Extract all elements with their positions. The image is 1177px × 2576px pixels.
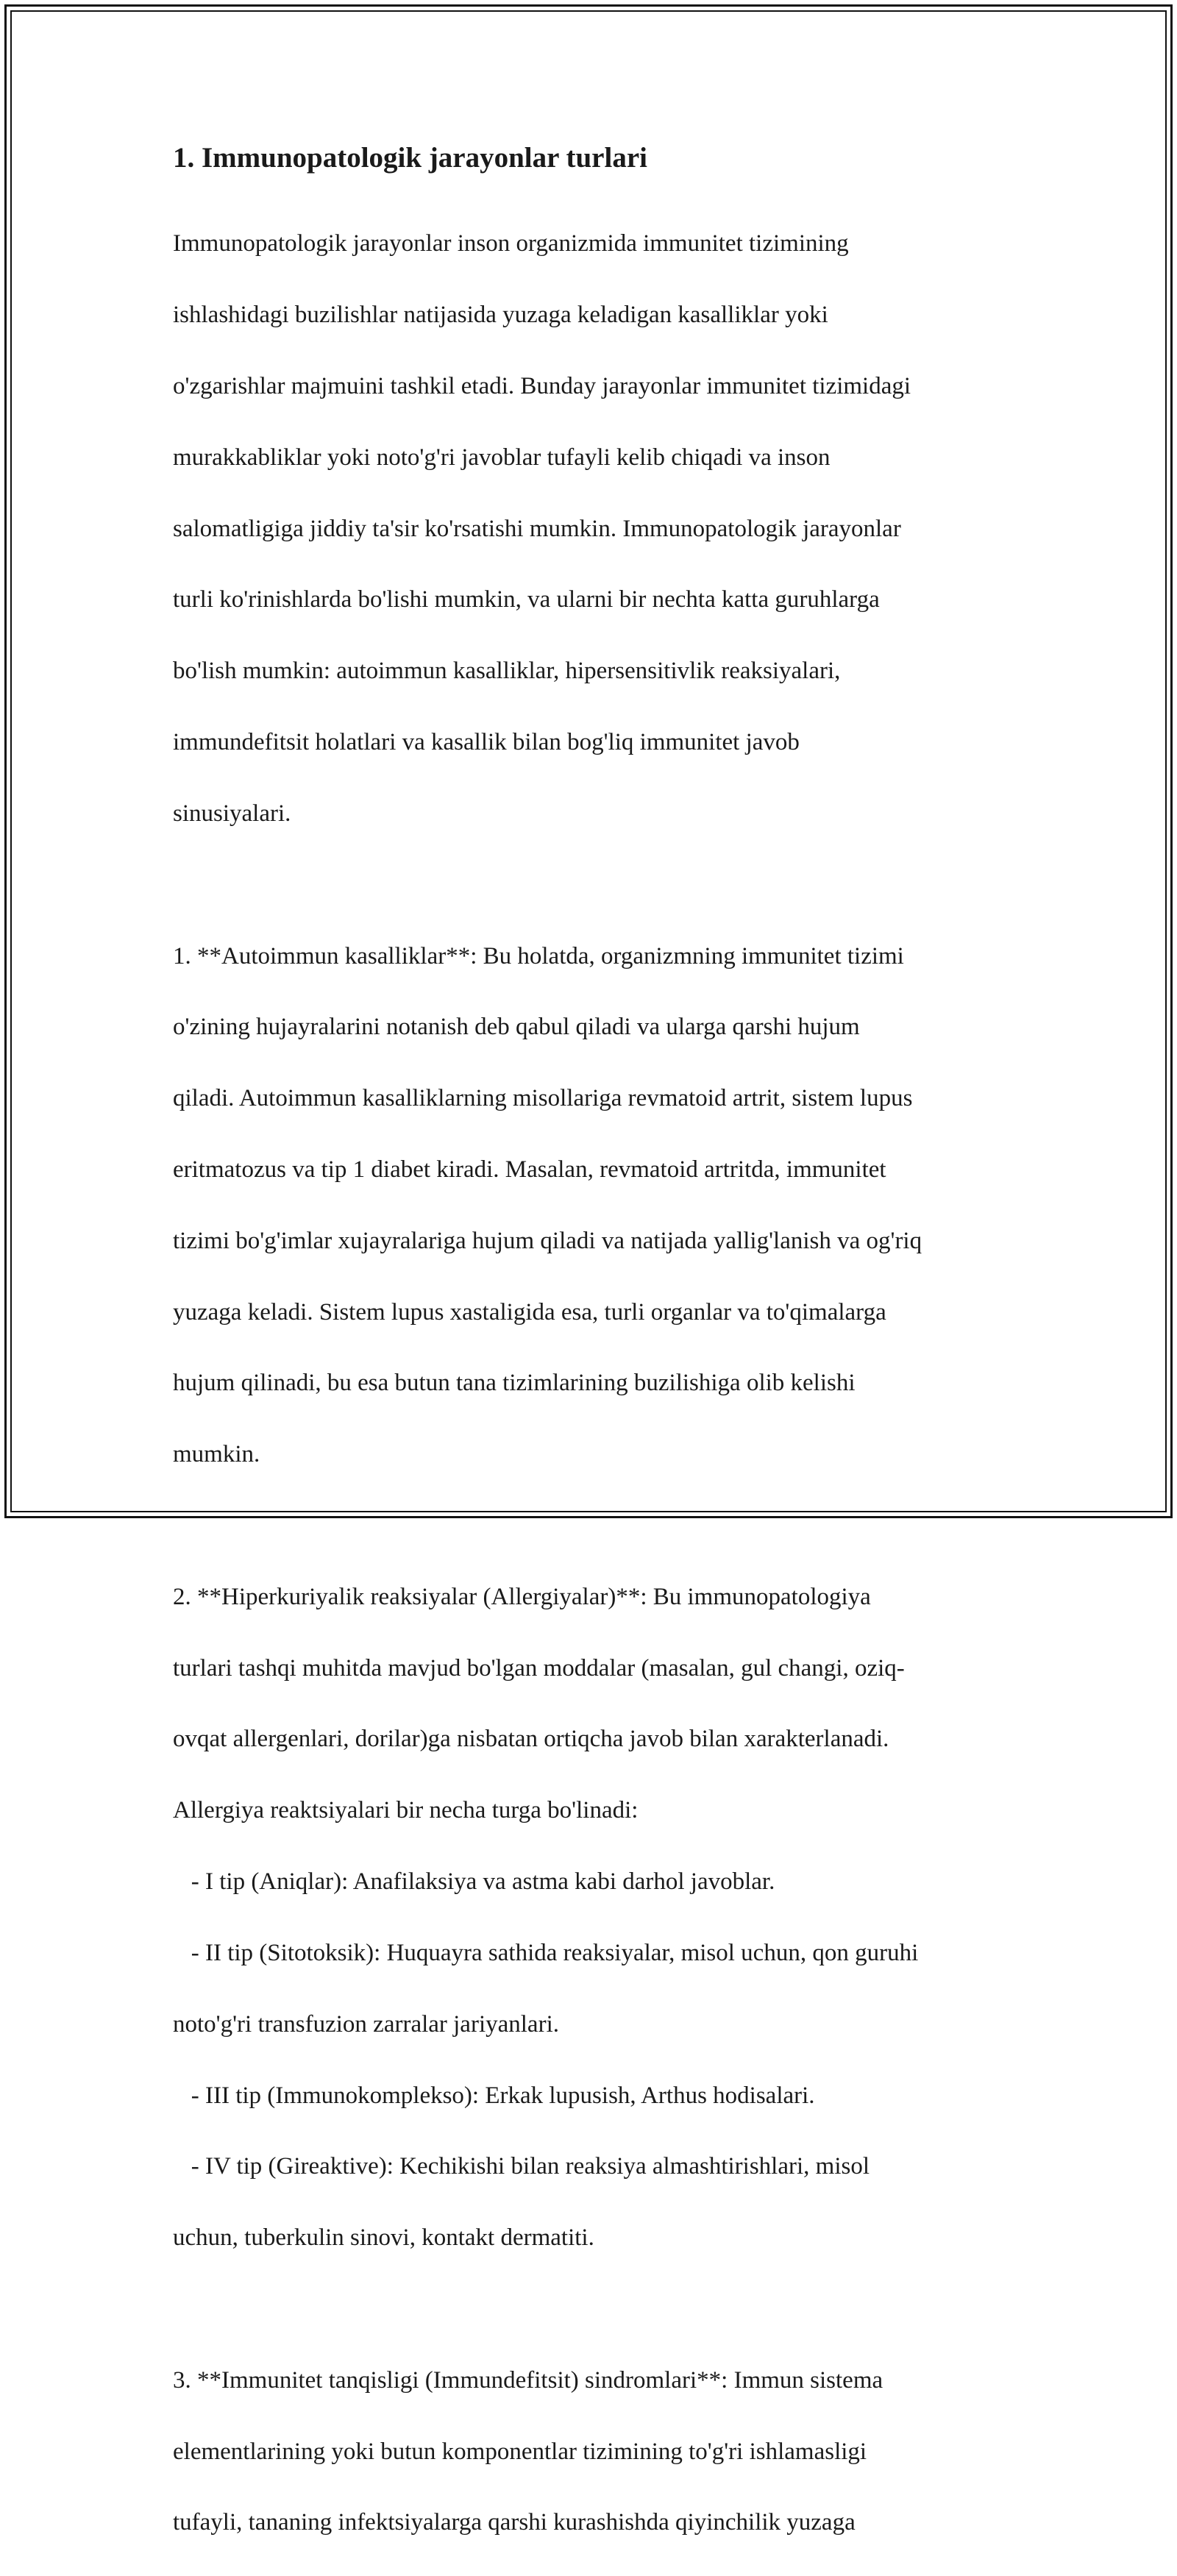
text-line: yuzaga keladi. Sistem lupus xastaligida esa, turli organlar va to'qimalarga [173, 1298, 886, 1326]
list-item-line: - III tip (Immunokomplekso): Erkak lupusish, Arthus hodisalari. [173, 2082, 815, 2109]
text-line: 2. **Hiperkuriyalik reaksiyalar (Allergiyalar)**: Bu immunopatologiya [173, 1583, 871, 1610]
text-line: 3. **Immunitet tanqisligi (Immundefitsit) sindromlari**: Immun sistema [173, 2366, 883, 2394]
document-body [173, 136, 1011, 2576]
text-line: tizimi bo'g'imlar xujayralariga hujum qiladi va natijada yallig'lanish va og'riq [173, 1227, 922, 1254]
allergy-paragraph [173, 1543, 1011, 2291]
text-line: turlari tashqi muhitda mavjud bo'lgan moddalar (masalan, gul changi, oziq- [173, 1654, 905, 1682]
text-line: ovqat allergenlari, dorilar)ga nisbatan ortiqcha javob bilan xarakterlanadi. [173, 1726, 889, 1753]
text-line: qiladi. Autoimmun kasalliklarning misollariga revmatoid artrit, sistem lupus [173, 1085, 913, 1112]
text-line: uchun, tuberkulin sinovi, kontakt dermatiti. [173, 2224, 594, 2252]
text-line: bo'lish mumkin: autoimmun kasalliklar, hipersensitivlik reaksiyalari, [173, 658, 841, 685]
text-line: salomatligiga jiddiy ta'sir ko'rsatishi mumkin. Immunopatologik jarayonlar [173, 515, 901, 542]
text-line: elementlarining yoki butun komponentlar tizimining to'g'ri ishlamasligi [173, 2438, 867, 2465]
list-item-line: - IV tip (Gireaktive): Kechikishi bilan reaksiya almashtirishlari, misol [173, 2153, 870, 2180]
intro-paragraph [173, 191, 1011, 867]
autoimmune-paragraph [173, 903, 1011, 1508]
text-line: tufayli, tananing infektsiyalarga qarshi kurashishda qiyinchilik yuzaga [173, 2509, 856, 2536]
text-line: Immunopatologik jarayonlar inson organizmida immunitet tizimining [173, 230, 849, 257]
text-line: Allergiya reaktsiyalari bir necha turga bo'linadi: [173, 1797, 639, 1824]
section-heading: 1. Immunopatologik jarayonlar turlari [173, 142, 647, 174]
text-line: murakkabliklar yoki noto'g'ri javoblar tufayli kelib chiqadi va inson [173, 444, 831, 471]
text-line: mumkin. [173, 1441, 260, 1468]
text-line: 1. **Autoimmun kasalliklar**: Bu holatda, organizmning immunitet tizimi [173, 942, 904, 969]
text-line: noto'g'ri transfuzion zarralar jariyanlari. [173, 2010, 559, 2038]
list-item-line: - I tip (Aniqlar): Anafilaksiya va astma kabi darhol javoblar. [173, 1868, 775, 1896]
text-line: o'zining hujayralarini notanish deb qabul qiladi va ularga qarshi hujum [173, 1014, 860, 1041]
text-line: hujum qilinadi, bu esa butun tana tizimlarining buzilishiga olib kelishi [173, 1370, 856, 1397]
text-line: eritmatozus va tip 1 diabet kiradi. Masalan, revmatoid artritda, immunitet [173, 1156, 886, 1183]
list-item-line: - II tip (Sitotoksik): Huquayra sathida reaksiyalar, misol uchun, qon guruhi [173, 1939, 919, 1966]
immunodeficiency-paragraph [173, 2327, 1011, 2576]
text-line: immundefitsit holatlari va kasallik bilan bog'liq immunitet javob [173, 729, 800, 756]
text-line: ishlashidagi buzilishlar natijasida yuzaga keladigan kasalliklar yoki [173, 302, 828, 329]
text-line: turli ko'rinishlarda bo'lishi mumkin, va ularni bir nechta katta guruhlarga [173, 586, 880, 613]
text-line: sinusiyalari. [173, 800, 291, 827]
text-line: o'zgarishlar majmuini tashkil etadi. Bunday jarayonlar immunitet tizimidagi [173, 373, 911, 400]
